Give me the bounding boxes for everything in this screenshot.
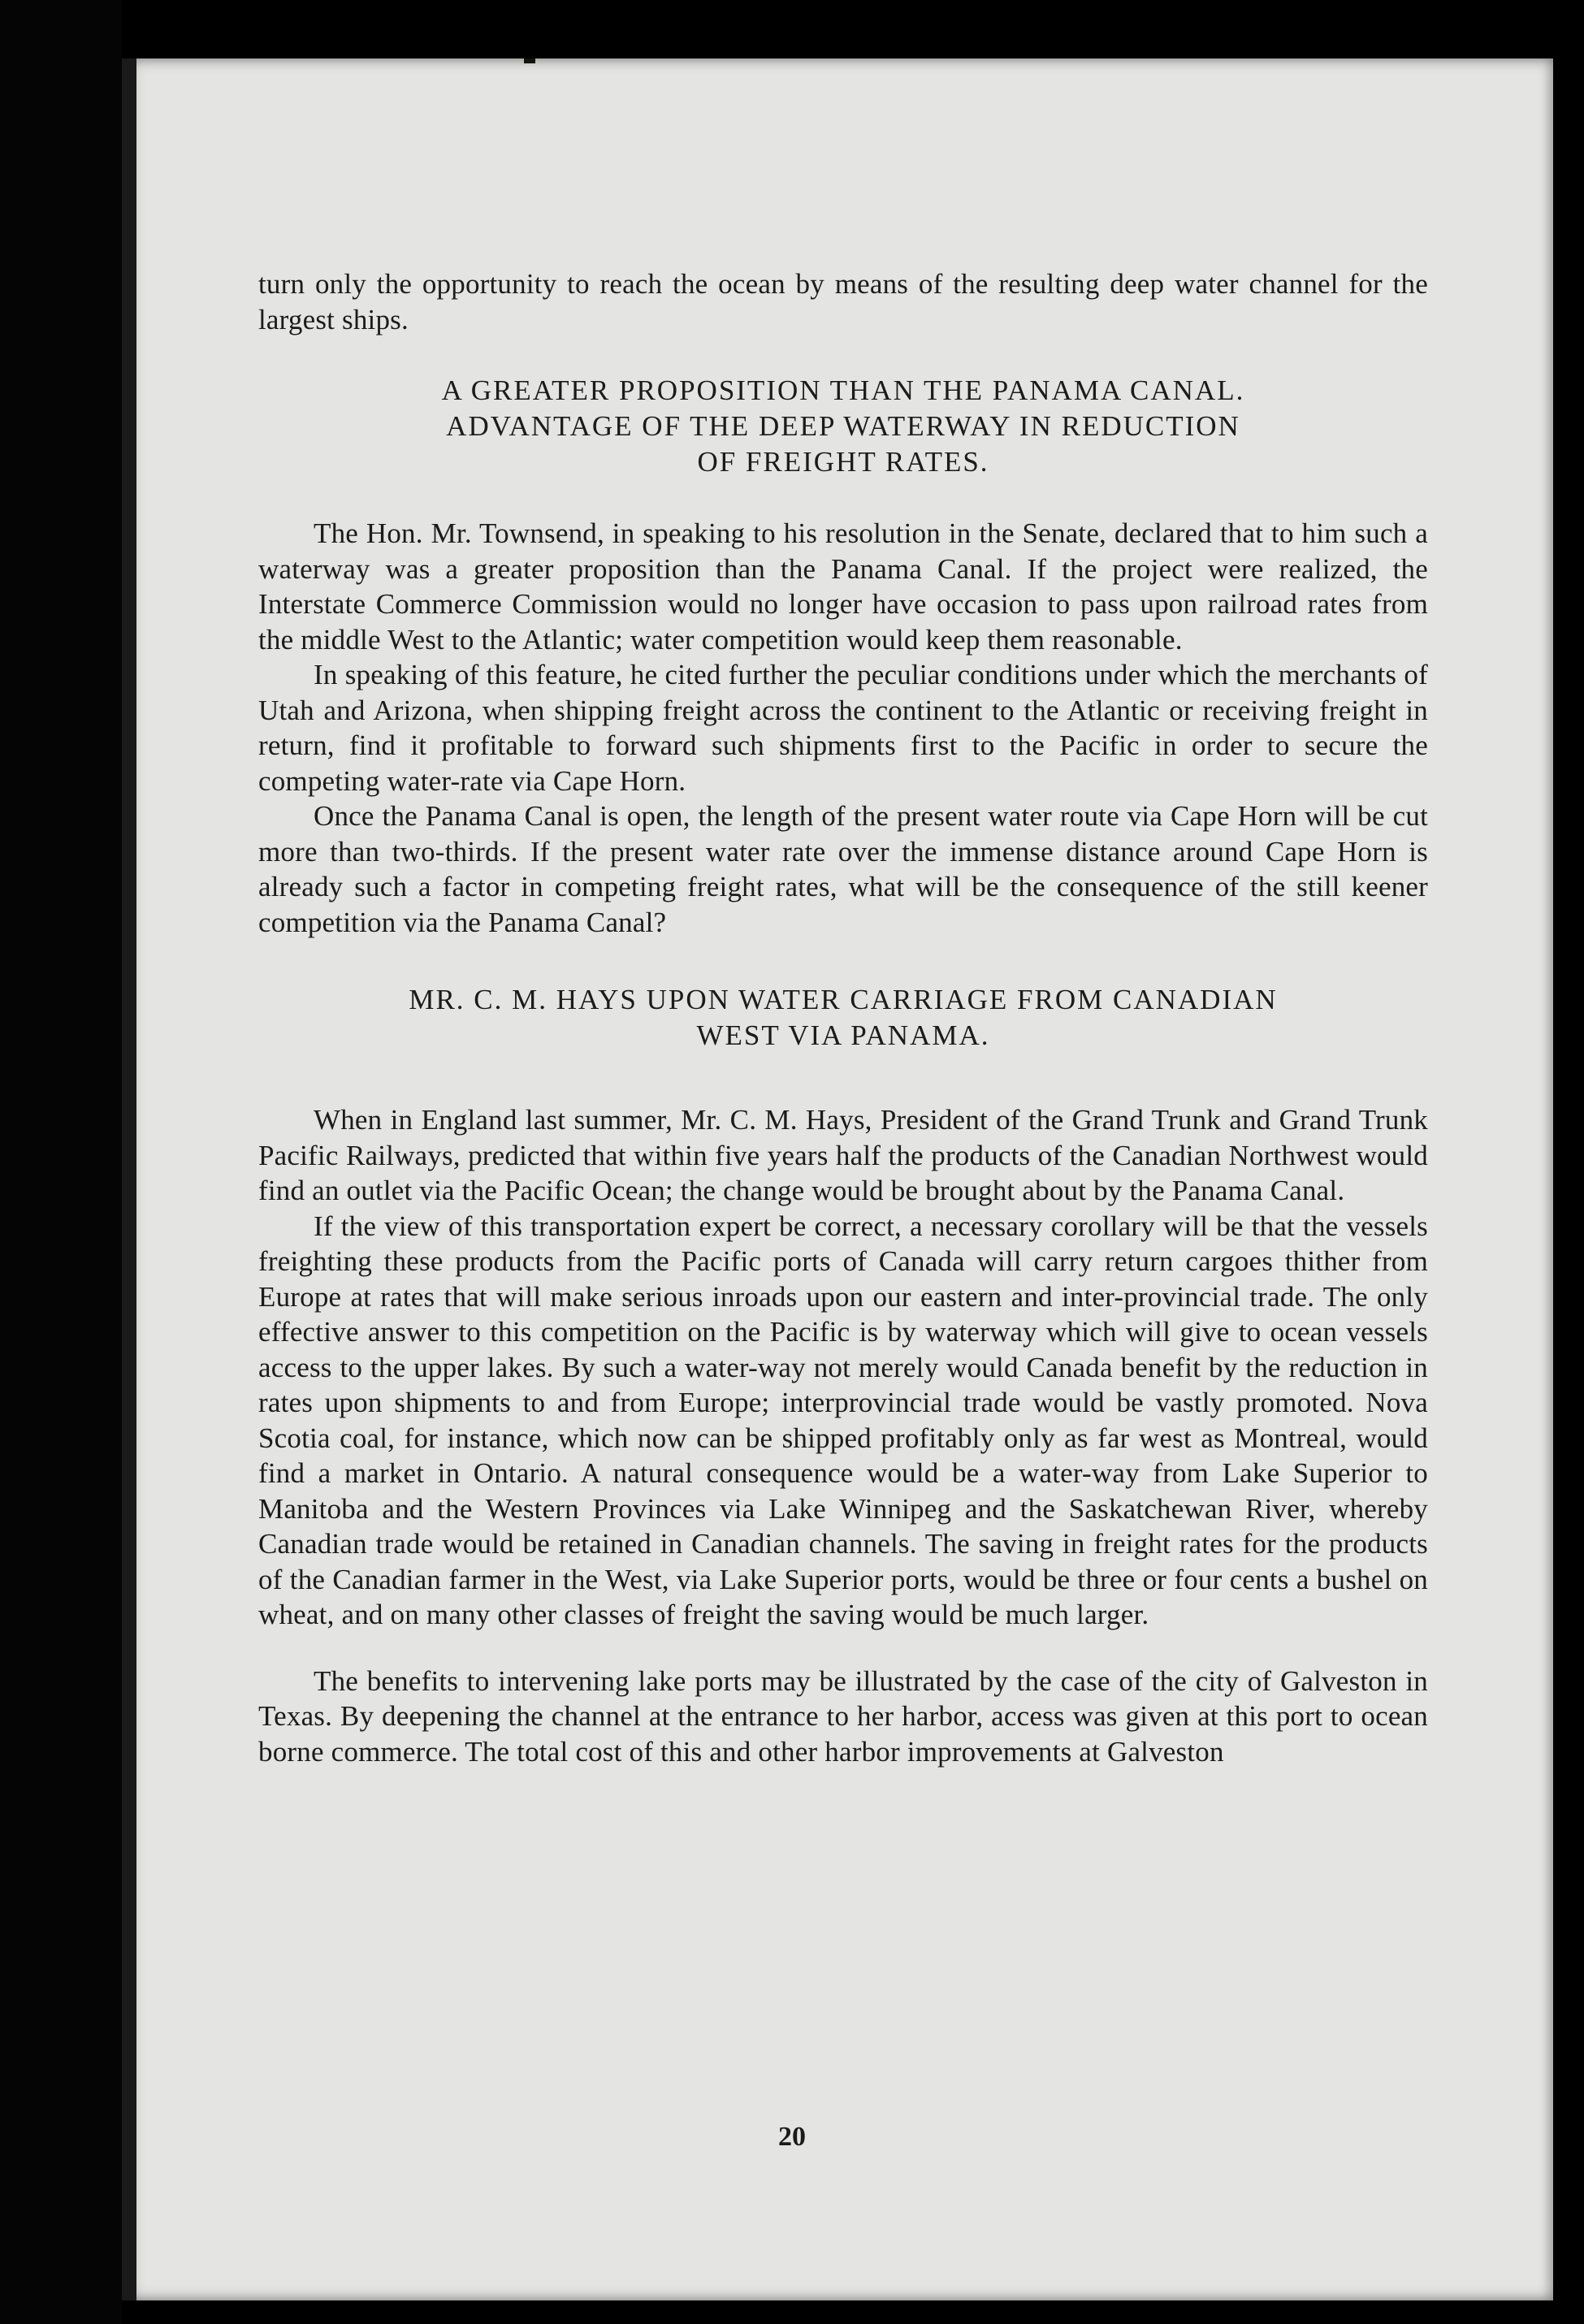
section-heading-hays [258, 982, 1428, 1054]
paragraph-cape-horn: Once the Panama Canal is open, the length of the present water route via Cape Horn will be cut more than two-thirds. If the present water rate over the immense distance around Cape Horn is already such a factor in competing freight rates, what will be the consequence of the still keener competition via the Panama Canal? [258, 800, 1428, 938]
section-heading-panama-proposition [258, 373, 1428, 480]
paragraph-galveston: The benefits to intervening lake ports may be illustrated by the case of the city of Galveston in Texas. By deepening the channel at the entrance to her harbor, access was given at this port to ocean borne commerce. The total cost of this and other harbor improvements at Galveston [258, 1664, 1428, 1768]
paragraph-utah-arizona: In speaking of this feature, he cited further the peculiar conditions under which the merchants of Utah and Arizona, when shipping freight across the continent to the Atlantic or receiving freight in return, find it profitable to forward such shipments first to the Pacific in order to secure the competing water-rate via Cape Horn. [258, 659, 1428, 797]
paragraph-corollary: If the view of this transportation expert be correct, a necessary corollary will be that the vessels freighting these products from the Pacific ports of Canada will carry return cargoes thither from Europe at rates that will make serious inroads upon our eastern and inter-provincial trade. The only effective answer to this competition on the Pacific is by waterway which will give to ocean vessels access to the upper lakes. By such a water-way not merely would Canada benefit by the reduction in rates upon shipments to and from Europe; interprovincial trade would be vastly promoted. Nova Scotia coal, for instance, which now can be shipped profitably only as far west as Montreal, would find a market in Ontario. A natural consequence would be a water-way from Lake Superior to Manitoba and the Western Provinces via Lake Winnipeg and the Saskatchewan River, whereby Canadian trade would be retained in Canadian channels. The saving in freight rates for the products of the Canadian farmer in the West, via Lake Superior ports, would be three or four cents a bushel on wheat, and on many other classes of freight the saving would be much larger. [258, 1210, 1428, 1630]
page-binding-edge [122, 58, 136, 2300]
scan-border [0, 0, 122, 2324]
heading-line: A GREATER PROPOSITION THAN THE PANAMA CANAL. [441, 374, 1245, 406]
page-body [258, 266, 1428, 1769]
heading-line: OF FREIGHT RATES. [697, 446, 989, 478]
heading-line: ADVANTAGE OF THE DEEP WATERWAY IN REDUCTION [446, 410, 1240, 442]
page-number: 20 [778, 2122, 806, 2152]
paragraph-townsend: The Hon. Mr. Townsend, in speaking to his resolution in the Senate, declared that to him such a waterway was a greater proposition than the Panama Canal. If the project were realized, the Interstate Commerce Commission would no longer have occasion to pass upon railroad rates from the middle West to the Atlantic; water competition would keep them reasonable. [258, 517, 1428, 656]
paragraph-continuation: turn only the opportunity to reach the ocean by means of the resulting deep water channel for the largest ships. [258, 268, 1428, 335]
heading-line: WEST VIA PANAMA. [696, 1019, 990, 1051]
paragraph-hays-prediction: When in England last summer, Mr. C. M. Hays, President of the Grand Trunk and Grand Trunk Pacific Railways, predicted that within five years half the products of the Canadian Northwest would find an outlet via the Pacific Ocean; the change would be brought about by the Panama Canal. [258, 1104, 1428, 1206]
scan-speck [524, 58, 535, 63]
heading-line: MR. C. M. HAYS UPON WATER CARRIAGE FROM CANADIAN [409, 984, 1278, 1015]
